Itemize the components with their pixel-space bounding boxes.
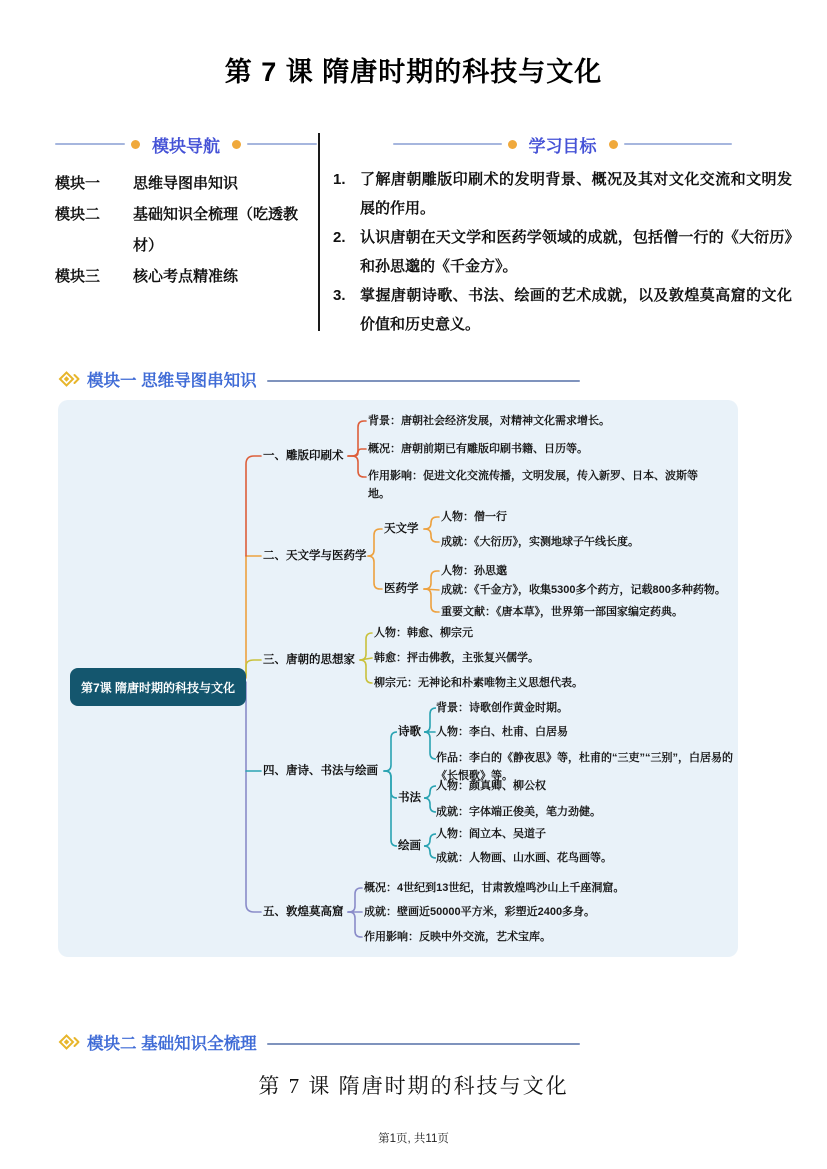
decor-line [247, 143, 317, 145]
branch-label-poetry-calligraphy-painting: 四、唐诗、书法与绘画 [263, 765, 378, 777]
branch-label-mogao-caves: 五、敦煌莫高窟 [263, 906, 344, 918]
module-nav-item-label: 模块一 [55, 175, 101, 192]
branch-label-thinkers: 三、唐朝的思想家 [263, 654, 355, 666]
module-nav-item-text: 核心考点精准练 [133, 268, 239, 285]
module-nav-item-label: 模块三 [55, 268, 101, 285]
section-rule [267, 1043, 580, 1045]
sub-label-astronomy: 天文学 [384, 523, 419, 535]
objective-item-1 [333, 165, 792, 223]
bullet-dot-icon [131, 140, 140, 149]
diamond-icon [58, 370, 80, 388]
lesson-subtitle: 第 7 课 隋唐时期的科技与文化 [258, 1074, 569, 1098]
section-rule [267, 380, 580, 382]
diamond-icon [58, 1033, 80, 1051]
module-nav-item-3 [55, 261, 317, 292]
column-divider [318, 133, 320, 331]
bullet-dot-icon [609, 140, 618, 149]
mindmap-canvas [58, 400, 738, 957]
bullet-dot-icon [232, 140, 241, 149]
objectives-heading-text: 学习目标 [528, 136, 597, 156]
decor-line [393, 143, 502, 145]
objectives-panel [333, 130, 792, 339]
decor-line [55, 143, 125, 145]
mindmap-root-node: 第7课 隋唐时期的科技与文化 [70, 668, 246, 706]
module-nav-list [55, 168, 317, 292]
section-heading-text: 模块一 思维导图串知识 [87, 372, 257, 390]
objective-number: 3. [333, 287, 346, 304]
leaf-node: 人物：颜真卿、柳公权 [436, 780, 546, 792]
module-nav-heading [55, 130, 317, 158]
leaf-node: 人物：韩愈、柳宗元 [374, 627, 473, 639]
leaf-node: 人物：阎立本、吴道子 [436, 828, 546, 840]
objective-text: 认识唐朝在天文学和医药学领域的成就，包括僧一行的《大衍历》和孙思邈的《千金方》。 [360, 229, 792, 275]
leaf-node: 人物：僧一行 [441, 511, 507, 523]
objective-item-2 [333, 223, 792, 281]
module-nav-item-1 [55, 168, 317, 199]
section-heading-module1 [58, 367, 580, 391]
section-heading-text: 模块二 基础知识全梳理 [87, 1035, 257, 1053]
leaf-node: 成就：《大衍历》，实测地球子午线长度。 [441, 536, 639, 548]
bullet-dot-icon [508, 140, 517, 149]
objective-text: 掌握唐朝诗歌、书法、绘画的艺术成就，以及敦煌莫高窟的文化价值和历史意义。 [360, 287, 792, 333]
leaf-node: 韩愈：抨击佛教，主张复兴儒学。 [374, 652, 539, 664]
leaf-node: 背景：唐朝社会经济发展，对精神文化需求增长。 [368, 415, 610, 427]
leaf-node: 成就：人物画、山水画、花鸟画等。 [436, 852, 612, 864]
leaf-node: 柳宗元：无神论和朴素唯物主义思想代表。 [374, 677, 583, 689]
leaf-node: 作用影响：反映中外交流，艺术宝库。 [364, 931, 551, 943]
module-nav-item-text: 基础知识全梳理（吃透教材） [133, 206, 299, 254]
objectives-heading [333, 130, 792, 158]
leaf-node: 作品：李白的《静夜思》等，杜甫的“三吏”“三别”，白居易的《长恨歌》等。 [436, 752, 733, 782]
branch-label-printing: 一、雕版印刷术 [263, 450, 344, 462]
objective-number: 1. [333, 171, 346, 188]
module-nav-heading-text: 模块导航 [152, 136, 220, 156]
module-nav-item-label: 模块二 [55, 206, 101, 223]
sub-label-poetry: 诗歌 [398, 726, 421, 738]
module-nav-item-text: 思维导图串知识 [133, 175, 239, 192]
sub-label-painting: 绘画 [398, 840, 421, 852]
decor-line [624, 143, 733, 145]
objective-item-3 [333, 281, 792, 339]
objectives-list [333, 165, 792, 339]
leaf-node: 概况：唐朝前期已有雕版印刷书籍、日历等。 [368, 443, 588, 455]
sub-label-calligraphy: 书法 [398, 792, 421, 804]
leaf-node: 成就：壁画近50000平方米，彩塑近2400多身。 [364, 906, 596, 918]
leaf-node: 人物：李白、杜甫、白居易 [436, 726, 568, 738]
objective-number: 2. [333, 229, 346, 246]
sub-label-medicine: 医药学 [384, 583, 419, 595]
objective-text: 了解唐朝雕版印刷术的发明背景、概况及其对文化交流和文明发展的作用。 [360, 171, 792, 217]
leaf-node: 成就：字体端正俊美，笔力劲健。 [436, 806, 601, 818]
page-footer: 第1页, 共11页 [378, 1133, 449, 1145]
leaf-node: 作用影响：促进文化交流传播，文明发展，传入新罗、日本、波斯等地。 [368, 470, 698, 500]
leaf-node: 背景：诗歌创作黄金时期。 [436, 702, 568, 714]
module-nav-panel [55, 130, 317, 292]
leaf-node: 重要文献：《唐本草》，世界第一部国家编定药典。 [441, 606, 683, 618]
leaf-node: 成就：《千金方》，收集5300多个药方，记载800多种药物。 [441, 584, 726, 596]
leaf-node: 概况：4世纪到13世纪，甘肃敦煌鸣沙山上千座洞窟。 [364, 882, 625, 894]
module-nav-item-2 [55, 199, 317, 261]
page-title: 第 7 课 隋唐时期的科技与文化 [224, 57, 603, 87]
section-heading-module2 [58, 1030, 580, 1054]
branch-label-astronomy-medicine: 二、天文学与医药学 [263, 550, 367, 562]
leaf-node: 人物：孙思邈 [441, 565, 507, 577]
